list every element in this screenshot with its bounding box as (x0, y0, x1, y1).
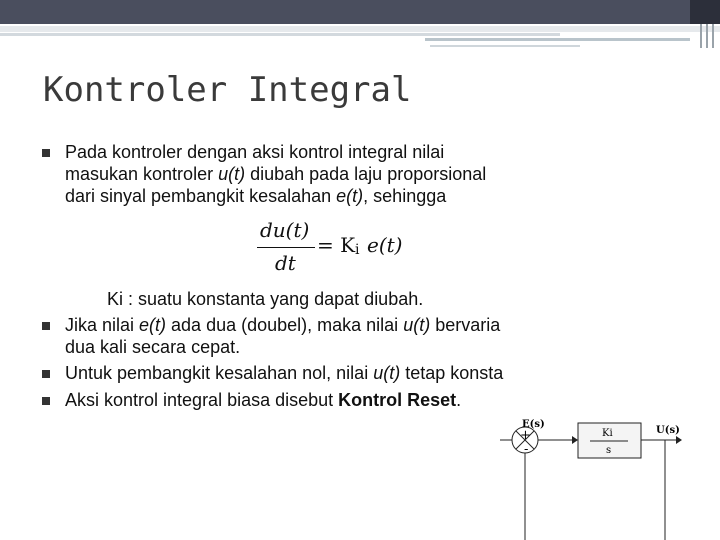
fraction-line (257, 247, 315, 248)
bullet-4-text (65, 389, 461, 411)
arrow-head (676, 436, 682, 444)
slide-title: Kontroler Integral (43, 70, 412, 110)
header-stripe (0, 26, 720, 32)
header-stripe (0, 33, 560, 36)
bullet-line: Untuk pembangkit kesalahan nol, nilai u(t) tetap konsta (65, 363, 504, 383)
header-stripe (425, 38, 690, 41)
equation-denominator: dt (275, 251, 296, 275)
equation-error-term: e(t) (367, 233, 403, 257)
sum-plus: + (520, 428, 531, 443)
bullet-icon (42, 322, 50, 330)
output-label: U(s) (656, 425, 680, 436)
top-bar (0, 0, 720, 24)
bullet-2-text (65, 314, 500, 358)
sum-minus: - (524, 442, 529, 457)
bullet-1-text (65, 141, 486, 207)
header-stripe (430, 45, 580, 47)
bullet-icon (42, 397, 50, 405)
ki-note: Ki : suatu konstanta yang dapat diubah. (107, 289, 424, 309)
bullet-line: masukan kontroler u(t) diubah pada laju proporsional (65, 164, 487, 184)
arrow-head (572, 436, 578, 444)
top-bar-accent (690, 0, 720, 24)
header-tick (706, 24, 708, 48)
bullet-line: Pada kontroler dengan aksi kontrol integral nilai (65, 142, 445, 162)
equation-numerator: du(t) (260, 218, 310, 242)
integral-equation (257, 218, 427, 278)
error-label: E(s) (522, 419, 545, 430)
equation-subscript: i (355, 242, 360, 258)
block-denominator: s (606, 445, 612, 456)
bullet-line: Jika nilai e(t) ada dua (doubel), maka nilai u(t) bervaria (65, 315, 501, 335)
block-numerator: Ki (602, 428, 613, 439)
bullet-icon (42, 149, 50, 157)
equation-equals-k: = K (317, 233, 356, 257)
header-tick (712, 24, 714, 48)
bullet-line: dua kali secara cepat. (65, 337, 241, 357)
bullet-line: Aksi kontrol integral biasa disebut Kontrol Reset. (65, 390, 462, 410)
bullet-line: dari sinyal pembangkit kesalahan e(t), sehingga (65, 186, 447, 206)
bullet-icon (42, 370, 50, 378)
block-diagram (500, 415, 720, 540)
header-tick (700, 24, 702, 48)
bullet-3-text (65, 362, 503, 384)
